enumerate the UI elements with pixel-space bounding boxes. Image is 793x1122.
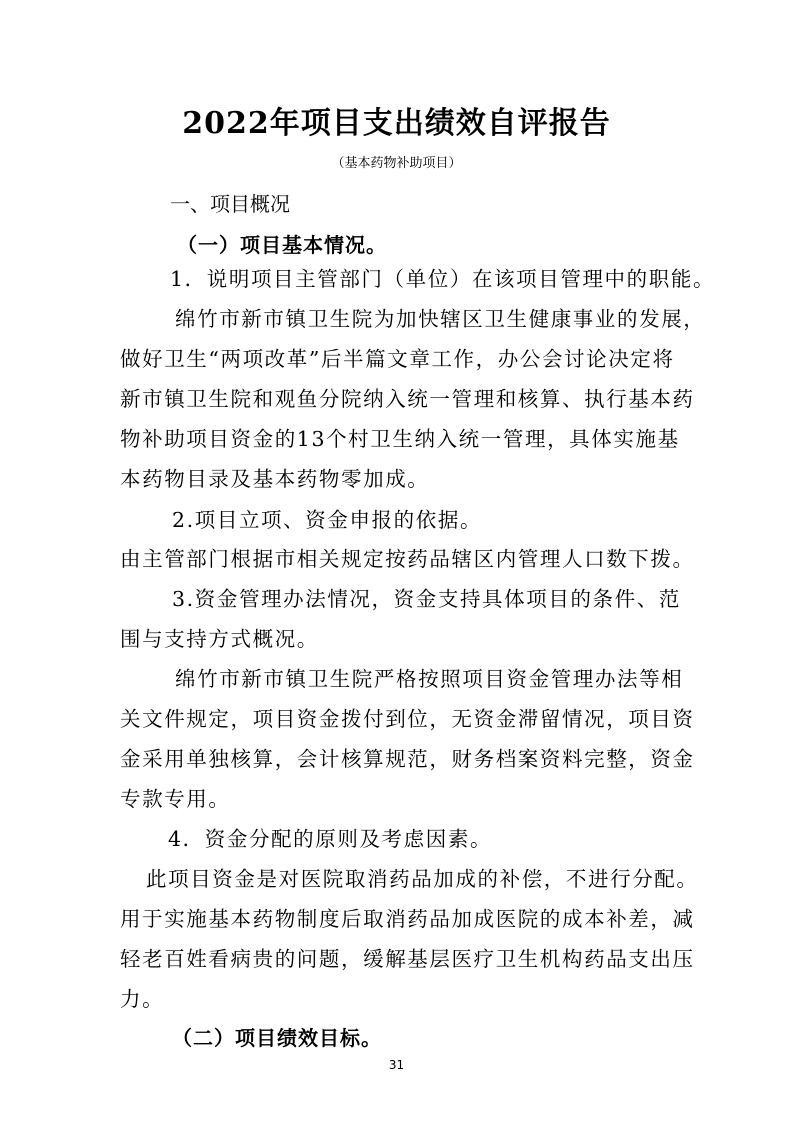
- report-subtitle: （基本药物补助项目）: [331, 156, 462, 171]
- paragraph-line: 绵竹市新市镇卫生院为加快辖区卫生健康事业的发展，: [175, 307, 706, 331]
- paragraph-line: 2.项目立项、资金申报的依据。: [172, 508, 483, 532]
- paragraph-line: 围与支持方式概况。: [120, 627, 319, 651]
- paragraph-line: 1．说明项目主管部门（单位）在该项目管理中的职能。: [170, 267, 716, 291]
- paragraph-line: 金采用单独核算，会计核算规范，财务档案资料完整，资金: [120, 747, 695, 771]
- paragraph-line: 专款专用。: [120, 787, 231, 811]
- subsection-heading-performance-goals: （二）项目绩效目标。: [172, 1026, 382, 1050]
- page-number: 31: [388, 1058, 405, 1072]
- report-title: 2022年项目支出绩效自评报告: [182, 106, 611, 141]
- paragraph-line: 做好卫生“两项改革”后半篇文章工作，办公会讨论决定将: [120, 347, 675, 371]
- paragraph-line: 绵竹市新市镇卫生院严格按照项目资金管理办法等相: [175, 667, 684, 691]
- paragraph-line: 关文件规定，项目资金拨付到位，无资金滞留情况，项目资: [120, 707, 695, 731]
- paragraph-line: 本药物目录及基本药物零加成。: [120, 467, 430, 491]
- paragraph-line: 力。: [120, 987, 165, 1011]
- paragraph-line: 3.资金管理办法情况，资金支持具体项目的条件、范: [172, 587, 681, 611]
- paragraph-line: 此项目资金是对医院取消药品加成的补偿，不进行分配。: [146, 867, 699, 891]
- paragraph-line: 新市镇卫生院和观鱼分院纳入统一管理和核算、执行基本药: [120, 387, 695, 411]
- paragraph-line: 轻老百姓看病贵的问题，缓解基层医疗卫生机构药品支出压: [120, 947, 695, 971]
- paragraph-line: 由主管部门根据市相关规定按药品辖区内管理人口数下拨。: [120, 547, 695, 571]
- paragraph-line: 4．资金分配的原则及考虑因素。: [168, 827, 493, 851]
- section-heading-overview: 一、项目概况: [170, 192, 290, 216]
- paragraph-line: 用于实施基本药物制度后取消药品加成医院的成本补差，减: [120, 907, 695, 931]
- subsection-heading-basic-info: （一）项目基本情况。: [177, 233, 387, 257]
- paragraph-line: 物补助项目资金的13个村卫生纳入统一管理，具体实施基: [120, 427, 680, 451]
